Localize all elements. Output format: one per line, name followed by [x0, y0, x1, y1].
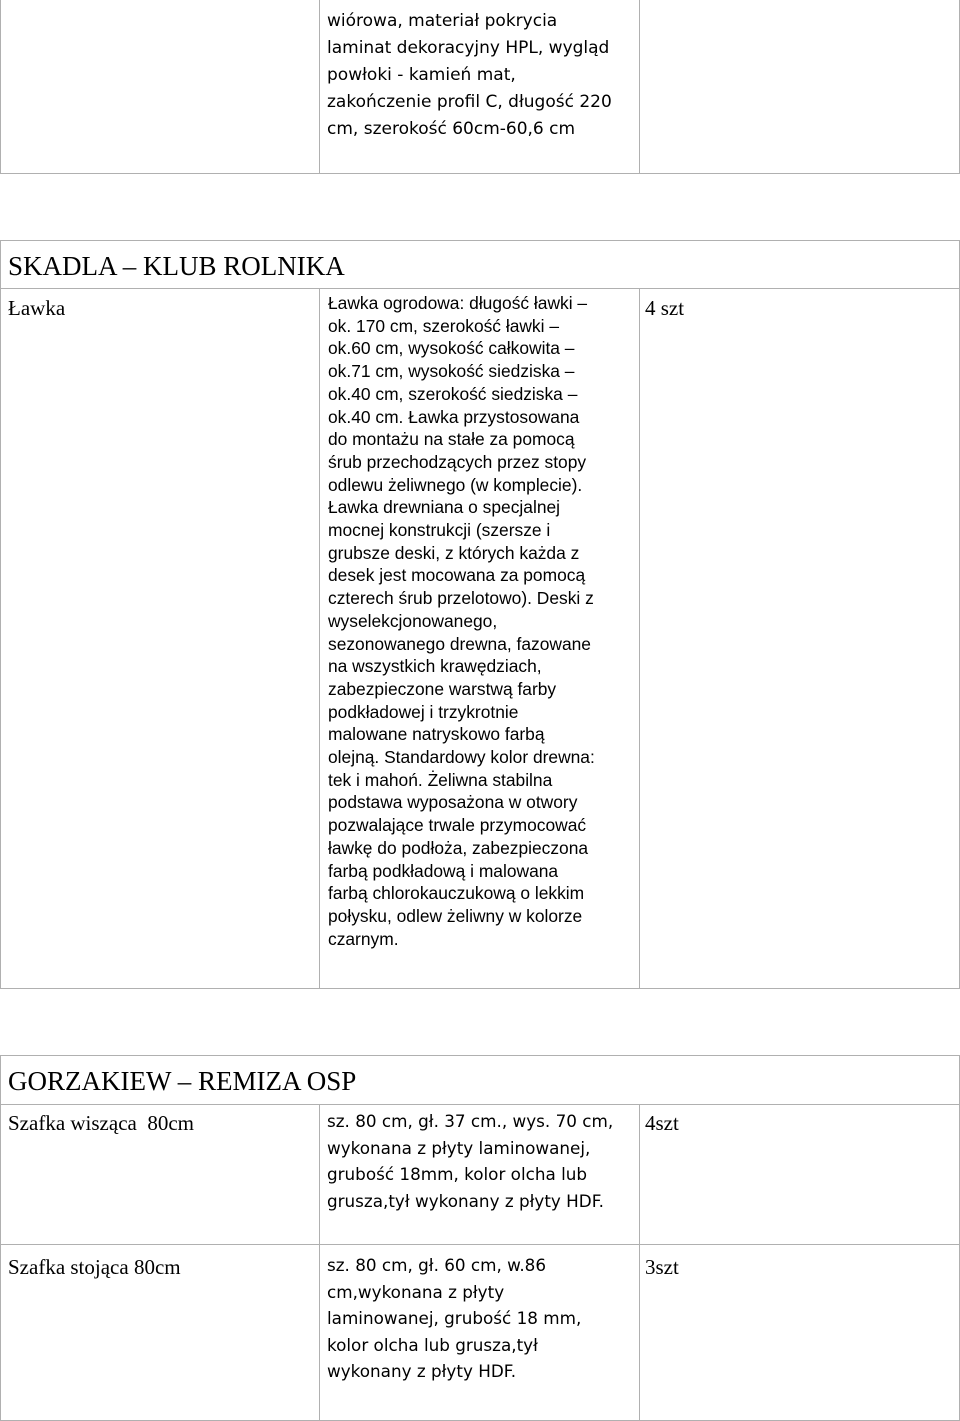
- section-title: SKADLA – KLUB ROLNIKA: [8, 251, 345, 281]
- item-name: Szafka wisząca 80cm: [8, 1111, 194, 1135]
- item-description: sz. 80 cm, gł. 37 cm., wys. 70 cm, wykonana z płyty laminowanej, grubość 18mm, kolor olcha lub grusza,tył wykonany z płyty HDF.: [327, 1111, 614, 1211]
- item-name: Ławka: [8, 296, 66, 320]
- item-quantity: 3szt: [645, 1255, 679, 1279]
- item-quantity: 4szt: [645, 1111, 679, 1135]
- item-quantity: 4 szt: [645, 296, 685, 320]
- item-description: sz. 80 cm, gł. 60 cm, w.86 cm,wykonana z płyty laminowanej, grubość 18 mm, kolor olcha lub grusza,tył wykonany z płyty HDF.: [327, 1255, 582, 1381]
- section-title: GORZAKIEW – REMIZA OSP: [8, 1066, 357, 1096]
- fragment-description: wiórowa, materiał pokrycia laminat dekoracyjny HPL, wygląd powłoki - kamień mat, zakończenie profil C, długość 220 cm, szerokość 60cm-60,6 cm: [327, 11, 612, 139]
- item-description: Ławka ogrodowa: długość ławki – ok. 170 cm, szerokość ławki – ok.60 cm, wysokość całkowita – ok.71 cm, wysokość siedziska – ok.40 cm, szerokość siedziska – ok.40 cm. Ławka przystosowana do montażu na stałe za pomocą śrub przechodzących przez stopy odlewu żeliwnego (w komplecie). Ławka drewniana o specjalnej mocnej konstrukcji (szersze i grubsze deski, z których każda z desek jest mocowana za pomocą czterech śrub przelotowo). Deski z wyselekcjonowanego, sezonowanego drewna, fazowane na wszystkich krawędziach, zabezpieczone warstwą farby podkładowej i trzykrotnie malowane natryskowo farbą olejną. Standardowy kolor drewna: tek i mahoń. Żeliwna stabilna podstawa wyposażona w otwory pozwalające trwale przymocować ławkę do podłoża, zabezpieczona farbą podkładową i malowana farbą chlorokauczukową o lekkim połysku, odlew żeliwny w kolorze czarnym.: [328, 293, 595, 949]
- item-name: Szafka stojąca 80cm: [8, 1255, 181, 1279]
